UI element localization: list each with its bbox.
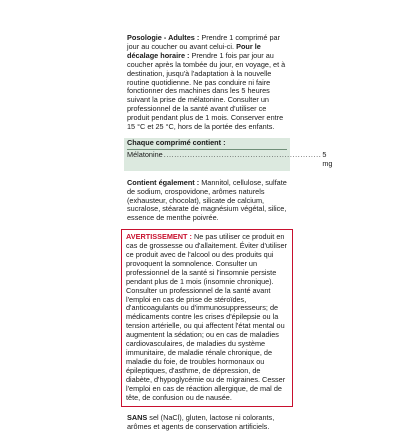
warning-title: AVERTISSEMENT : (126, 232, 192, 242)
supplement-label-panel (126, 33, 333, 432)
dosage-text: Prendre 1 comprimé par jour au coucher ou avant celui-ci. (127, 33, 281, 51)
warning-text: Ne pas utiliser ce produit en cas de grossesse ou d'allaitement. Éviter d'utiliser ce produit avec de l'alcool ou des produits qui provoquent la somnolence. Consulter un professionnel de la santé si l'insomnie persiste pendant plus de 1 mois (insomnie chronique). Consulter un professionnel de la santé avant l'emploi en cas de prise de stéroïdes, d'anticoagulants ou d'immunosuppresseurs; de médicaments contre les crises d'épilepsie ou la tension artérielle, ou qui affectent l'état mental ou augmentent la sédation; ou en cas de maladies cardiovasculaires, de maladies du système immunitaire, de maladie rénale chronique, de maladie du foie, de troubles hormonaux ou épileptiques, d'asthme, de dépression, de diabète, d'hypoglycémie ou de migraines. Cesser l'emploi en cas de réaction allergique, de mal de tête, de confusion ou de nausée. (126, 232, 287, 402)
also-contains-section (127, 179, 287, 224)
free-of-heading: SANS (127, 413, 148, 423)
jetlag-heading: Pour le décalage horaire : (127, 41, 261, 60)
ingredient-row (127, 149, 333, 169)
free-of-text: sel (NaCl), gluten, lactose ni colorants, arômes et agents de conservation artificiels. (127, 413, 275, 432)
free-of-section (127, 414, 287, 432)
ingredient-name: Mélatonine (127, 149, 163, 159)
leader-dots: ............................................................ (163, 149, 322, 159)
warning-box (121, 229, 293, 407)
dosage-section (127, 34, 287, 132)
per-tablet-table (124, 137, 333, 171)
also-contains-text: Mannitol, cellulose, sulfate de sodium, crospovidone, arômes naturels (exhausteur, chocolat), silicate de calcium, sucralose, stéarate de magnésium végétal, silice, essence de menthe poivrée. (127, 177, 287, 223)
dosage-heading: Posologie - Adultes : (127, 33, 200, 42)
per-tablet-heading: Chaque comprimé contient : (127, 139, 287, 150)
jetlag-text: Prendre 1 fois par jour au coucher après la tombée du jour, en voyage, et à destination, jusqu'à l'adaptation à la nouvelle routine quotidienne. Ne pas conduire ni faire fonctionner des machines dans les 5 heures suivant la prise de mélatonine. Consulter un professionnel de la santé avant d'utiliser ce produit pendant plus de 1 mois. Conserver entre 15 °C et 25 °C, hors de la portée des enfants. (127, 50, 286, 132)
also-contains-heading: Contient également : (127, 177, 200, 187)
ingredient-amount: 5 mg (322, 149, 333, 168)
